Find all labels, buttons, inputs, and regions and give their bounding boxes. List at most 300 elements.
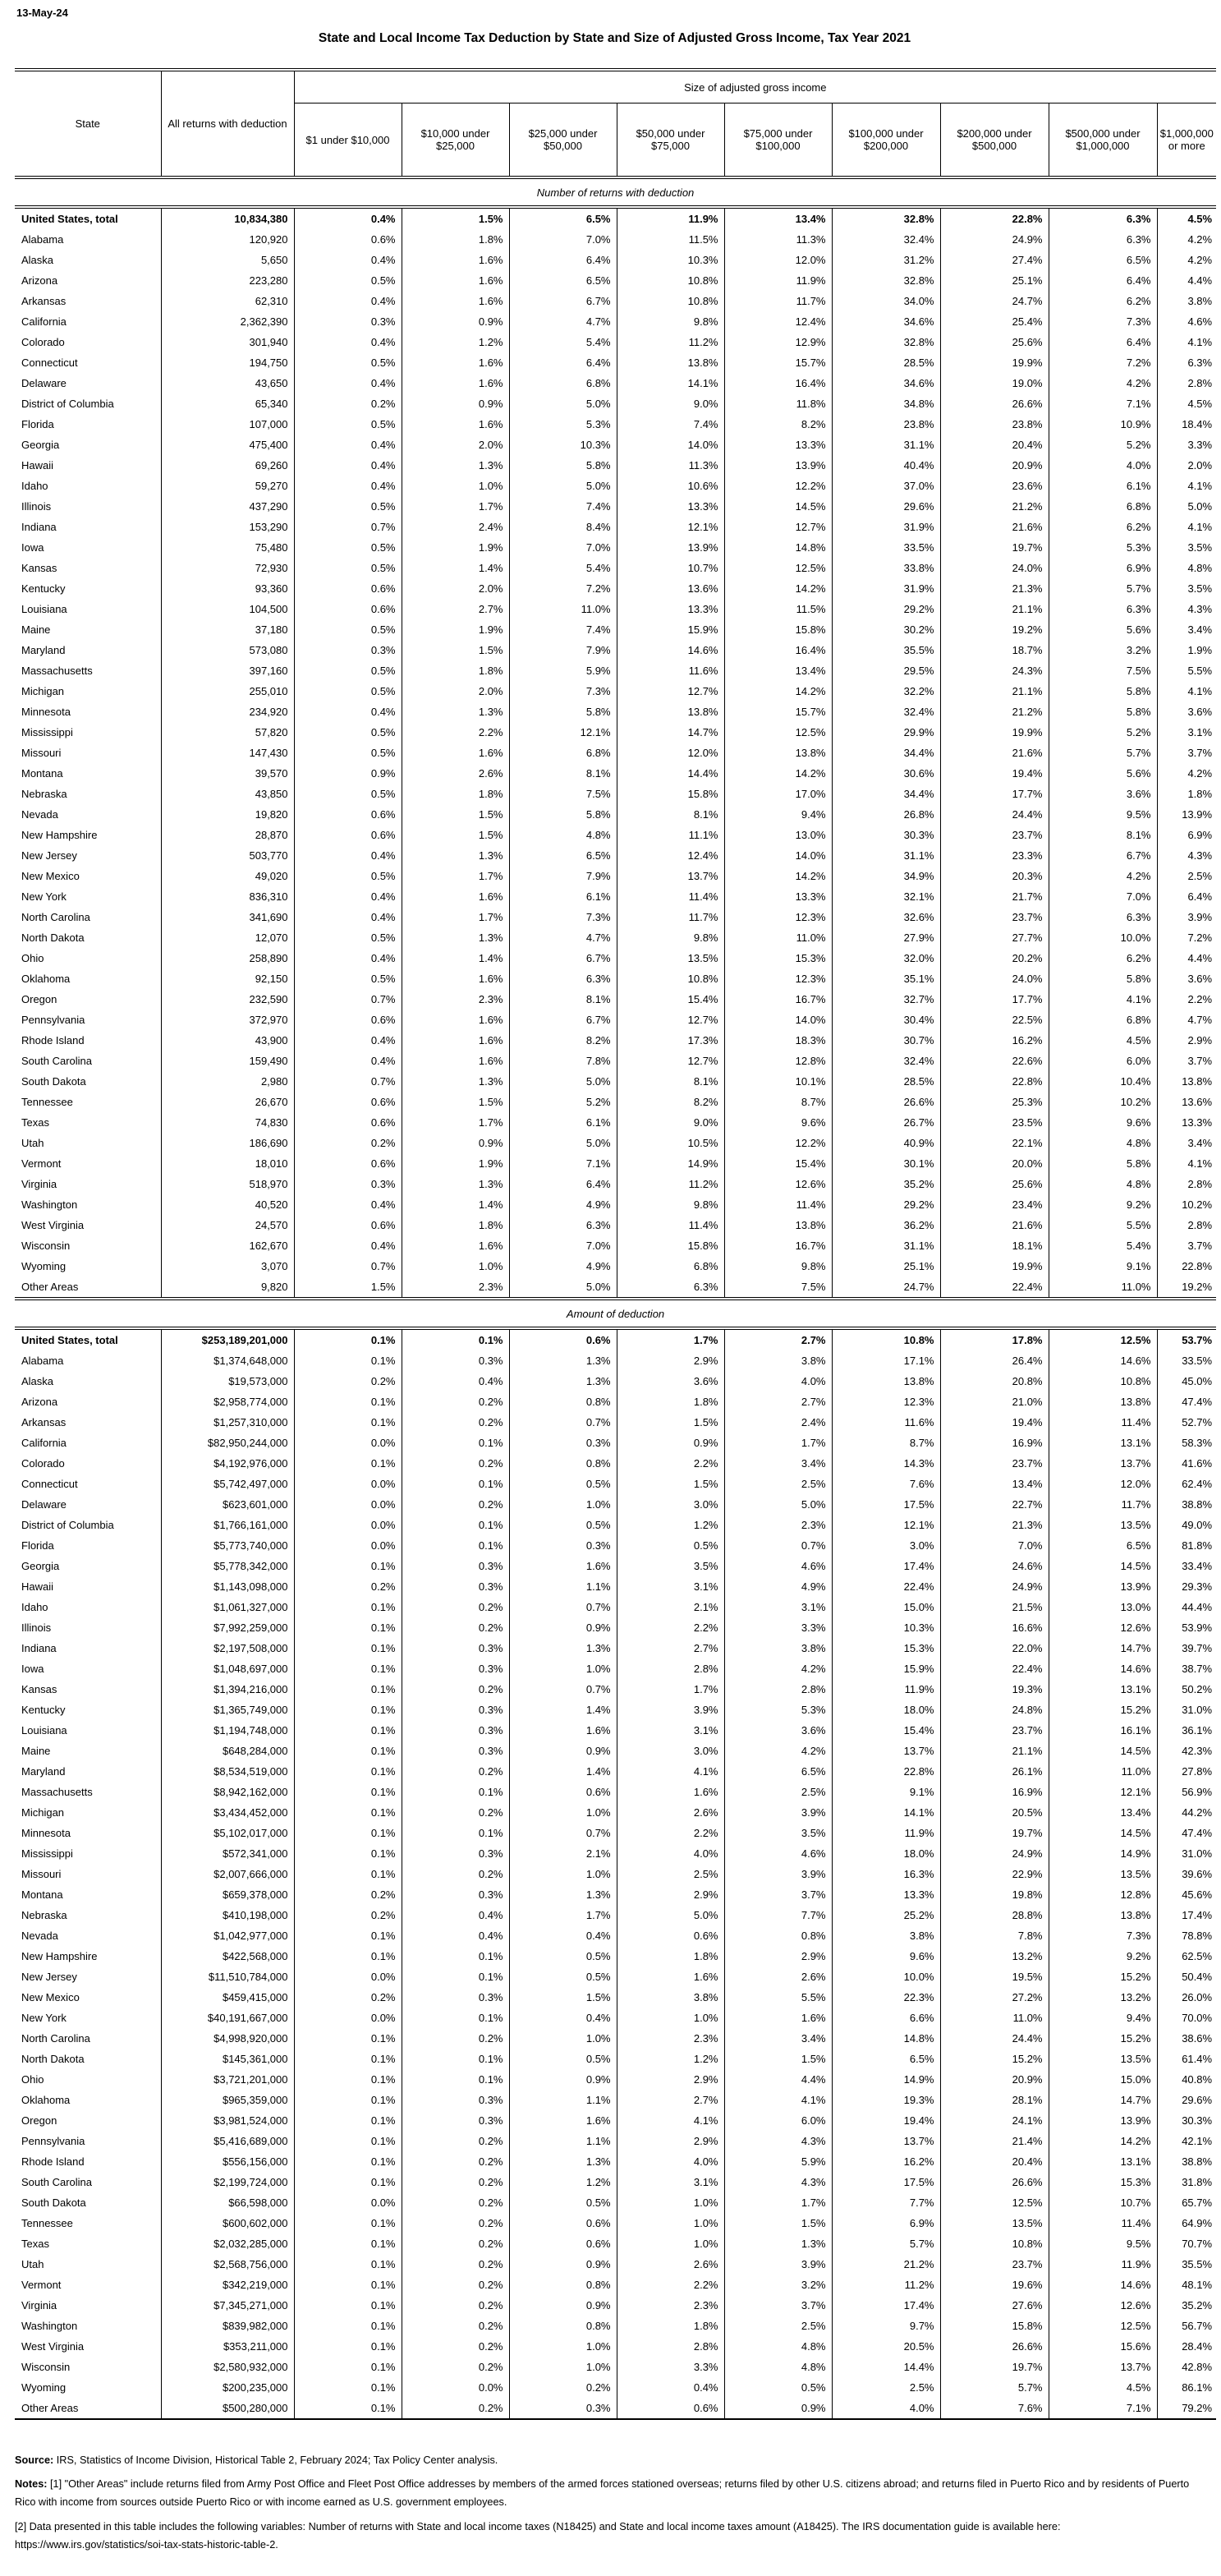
state-cell: Pennsylvania — [21, 1014, 85, 1026]
value-cell: 21.0% — [940, 1392, 1049, 1412]
value-cell: 0.4% — [294, 250, 402, 270]
value-cell: 32.1% — [832, 886, 940, 907]
value-cell: 16.4% — [724, 640, 832, 660]
value-cell: 12.6% — [1049, 1617, 1157, 1638]
table-row — [15, 2377, 1216, 2398]
value-cell: 13.8% — [1049, 1392, 1157, 1412]
value-cell: 34.6% — [832, 311, 940, 332]
value-cell: 16.2% — [832, 2151, 940, 2172]
value-cell: 1.0% — [509, 1802, 617, 1823]
value-cell: 12.2% — [724, 1133, 832, 1153]
value-cell: 22.4% — [832, 1576, 940, 1597]
value-cell: 0.2% — [402, 1392, 509, 1412]
value-cell: 6.9% — [832, 2213, 940, 2233]
state-cell: Vermont — [21, 1157, 62, 1170]
value-cell: 61.4% — [1157, 2049, 1216, 2069]
value-cell: 9.0% — [617, 1112, 724, 1133]
table-row — [15, 1433, 1216, 1453]
value-cell: 0.3% — [402, 1576, 509, 1597]
value-cell: 16.7% — [724, 989, 832, 1010]
value-cell: 3.1% — [724, 1597, 832, 1617]
section-amount-of-deduction — [15, 1328, 1216, 2419]
value-cell: 93,360 — [161, 578, 294, 599]
value-cell: 301,940 — [161, 332, 294, 352]
value-cell: 6.1% — [509, 886, 617, 907]
value-cell: 0.7% — [294, 1256, 402, 1276]
value-cell: 11.9% — [832, 1823, 940, 1843]
value-cell: 6.4% — [1049, 270, 1157, 291]
value-cell: $5,742,497,000 — [161, 1474, 294, 1494]
value-cell: 2.2% — [617, 1823, 724, 1843]
table-row — [15, 1112, 1216, 1133]
value-cell: 11.6% — [617, 660, 724, 681]
value-cell: 5.4% — [1049, 1235, 1157, 1256]
value-cell: 0.9% — [402, 1133, 509, 1153]
value-cell: 0.5% — [617, 1535, 724, 1556]
value-cell: 16.7% — [724, 1235, 832, 1256]
value-cell: 79.2% — [1157, 2398, 1216, 2419]
value-cell: 5.7% — [832, 2233, 940, 2254]
value-cell: 9.4% — [1049, 2008, 1157, 2028]
value-cell: 836,310 — [161, 886, 294, 907]
value-cell: 1.6% — [617, 1966, 724, 1987]
value-cell: 17.4% — [1157, 1905, 1216, 1925]
table-row — [15, 1843, 1216, 1864]
value-cell: $2,568,756,000 — [161, 2254, 294, 2275]
state-cell: South Dakota — [21, 2196, 86, 2209]
value-cell: 5.7% — [1049, 578, 1157, 599]
table-row — [15, 743, 1216, 763]
value-cell: 35.2% — [832, 1174, 940, 1194]
value-cell: 0.0% — [294, 1515, 402, 1535]
value-cell: 7.4% — [617, 414, 724, 435]
value-cell: 0.1% — [294, 2151, 402, 2172]
state-cell: Kentucky — [21, 582, 66, 595]
value-cell: 5.5% — [1157, 660, 1216, 681]
value-cell: 11.6% — [832, 1412, 940, 1433]
value-cell: 21.1% — [940, 599, 1049, 619]
value-cell: 2.9% — [617, 1884, 724, 1905]
value-cell: 58.3% — [1157, 1433, 1216, 1453]
value-cell: 22.7% — [940, 1494, 1049, 1515]
value-cell: 6.4% — [1157, 886, 1216, 907]
value-cell: 1.6% — [509, 1720, 617, 1741]
value-cell: 13.4% — [1049, 1802, 1157, 1823]
value-cell: 10.8% — [617, 270, 724, 291]
value-cell: 20.4% — [940, 435, 1049, 455]
value-cell: 26.0% — [1157, 1987, 1216, 2008]
value-cell: 15.9% — [832, 1658, 940, 1679]
value-cell: 14.6% — [1049, 1658, 1157, 1679]
state-cell: District of Columbia — [21, 1519, 114, 1531]
state-cell: Missouri — [21, 747, 62, 759]
state-cell: New Hampshire — [21, 1950, 98, 1962]
value-cell: $1,143,098,000 — [161, 1576, 294, 1597]
value-cell: 1.1% — [509, 2131, 617, 2151]
value-cell: 3.8% — [1157, 291, 1216, 311]
value-cell: 0.6% — [294, 804, 402, 825]
value-cell: 3,070 — [161, 1256, 294, 1276]
value-cell: 22.8% — [1157, 1256, 1216, 1276]
value-cell: 11.3% — [724, 229, 832, 250]
value-cell: 6.4% — [1049, 332, 1157, 352]
value-cell: 0.1% — [294, 2377, 402, 2398]
value-cell: 62,310 — [161, 291, 294, 311]
value-cell: 6.4% — [509, 1174, 617, 1194]
value-cell: 5.0% — [1157, 496, 1216, 517]
value-cell: 0.0% — [294, 2192, 402, 2213]
value-cell: 11.4% — [724, 1194, 832, 1215]
value-cell: 3.3% — [1157, 435, 1216, 455]
value-cell: $7,992,259,000 — [161, 1617, 294, 1638]
value-cell: 8.1% — [509, 989, 617, 1010]
value-cell: 3.1% — [617, 1576, 724, 1597]
value-cell: 1.1% — [509, 1576, 617, 1597]
value-cell: 1.5% — [402, 640, 509, 660]
state-cell: Maryland — [21, 1765, 66, 1778]
value-cell: 33.8% — [832, 558, 940, 578]
notes-label: Notes: — [15, 2478, 48, 2491]
value-cell: 0.4% — [294, 845, 402, 866]
state-cell: Louisiana — [21, 1724, 67, 1736]
state-cell: Alabama — [21, 233, 64, 246]
value-cell: 21.2% — [832, 2254, 940, 2275]
table-row — [15, 207, 1216, 229]
value-cell: 0.5% — [724, 2377, 832, 2398]
value-cell: 13.4% — [724, 207, 832, 229]
value-cell: 2.8% — [724, 1679, 832, 1700]
value-cell: 2.3% — [402, 989, 509, 1010]
table-row — [15, 250, 1216, 270]
value-cell: 6.6% — [832, 2008, 940, 2028]
value-cell: 3.4% — [1157, 619, 1216, 640]
value-cell: 0.0% — [294, 2008, 402, 2028]
value-cell: 0.1% — [294, 2110, 402, 2131]
table-row — [15, 311, 1216, 332]
value-cell: 0.1% — [402, 2049, 509, 2069]
value-cell: 14.5% — [1049, 1741, 1157, 1761]
table-row — [15, 2398, 1216, 2419]
value-cell: 12.5% — [1049, 1328, 1157, 1350]
value-cell: 0.3% — [402, 1700, 509, 1720]
value-cell: 1.6% — [402, 1235, 509, 1256]
value-cell: 23.6% — [940, 476, 1049, 496]
value-cell: 24,570 — [161, 1215, 294, 1235]
state-cell: New Hampshire — [21, 829, 98, 841]
value-cell: 0.4% — [402, 1371, 509, 1392]
value-cell: 11.8% — [724, 393, 832, 414]
value-cell: 0.6% — [294, 1010, 402, 1030]
state-cell: Tennessee — [21, 2217, 73, 2229]
table-row — [15, 948, 1216, 968]
value-cell: 0.5% — [509, 2049, 617, 2069]
footer-notes — [15, 2451, 1214, 2554]
value-cell: 1.7% — [617, 1328, 724, 1350]
value-cell: 13.7% — [617, 866, 724, 886]
value-cell: 6.3% — [509, 1215, 617, 1235]
value-cell: 2.0% — [1157, 455, 1216, 476]
value-cell: 2.2% — [617, 1453, 724, 1474]
value-cell: 12.3% — [832, 1392, 940, 1412]
value-cell: 7.7% — [832, 2192, 940, 2213]
value-cell: $965,359,000 — [161, 2090, 294, 2110]
value-cell: 10.3% — [509, 435, 617, 455]
value-cell: 13.7% — [1049, 1453, 1157, 1474]
value-cell: 3.1% — [617, 2172, 724, 2192]
value-cell: 14.9% — [1049, 1843, 1157, 1864]
value-cell: 22.3% — [832, 1987, 940, 2008]
state-cell: New York — [21, 890, 67, 903]
value-cell: 1.5% — [402, 825, 509, 845]
value-cell: 2.5% — [832, 2377, 940, 2398]
value-cell: 3.6% — [724, 1720, 832, 1741]
state-cell: Oklahoma — [21, 973, 71, 985]
value-cell: 17.8% — [940, 1328, 1049, 1350]
value-cell: 0.3% — [402, 1843, 509, 1864]
value-cell: 14.4% — [617, 763, 724, 784]
state-cell: New York — [21, 2012, 67, 2024]
value-cell: 4.1% — [1157, 476, 1216, 496]
state-cell: North Carolina — [21, 911, 90, 923]
value-cell: 1.3% — [509, 1884, 617, 1905]
state-cell: California — [21, 315, 67, 328]
value-cell: 43,850 — [161, 784, 294, 804]
state-cell: Georgia — [21, 1560, 60, 1572]
value-cell: 21.5% — [940, 1597, 1049, 1617]
value-cell: 0.2% — [294, 1884, 402, 1905]
value-cell: 2.6% — [402, 763, 509, 784]
value-cell: 0.6% — [509, 2233, 617, 2254]
value-cell: 0.2% — [294, 1987, 402, 2008]
value-cell: 0.1% — [402, 1535, 509, 1556]
value-cell: 1.5% — [402, 207, 509, 229]
value-cell: 1.6% — [402, 1051, 509, 1071]
value-cell: 2.2% — [617, 1617, 724, 1638]
value-cell: 104,500 — [161, 599, 294, 619]
value-cell: 6.8% — [509, 743, 617, 763]
value-cell: 2.5% — [617, 1864, 724, 1884]
value-cell: 2.0% — [402, 681, 509, 702]
value-cell: 10.1% — [724, 1071, 832, 1092]
value-cell: 1.7% — [724, 2192, 832, 2213]
table-row — [15, 537, 1216, 558]
table-row — [15, 1782, 1216, 1802]
value-cell: 0.2% — [402, 1412, 509, 1433]
value-cell: 27.2% — [940, 1987, 1049, 2008]
value-cell: 14.2% — [1049, 2131, 1157, 2151]
value-cell: 14.7% — [1049, 2090, 1157, 2110]
value-cell: 0.7% — [509, 1412, 617, 1433]
value-cell: 0.1% — [294, 1638, 402, 1658]
value-cell: 0.3% — [402, 1987, 509, 2008]
value-cell: 92,150 — [161, 968, 294, 989]
state-cell: Delaware — [21, 377, 67, 389]
note-1 — [15, 2475, 1198, 2511]
value-cell: 14.2% — [724, 866, 832, 886]
table-row — [15, 2357, 1216, 2377]
table-row — [15, 1597, 1216, 1617]
value-cell: 5.6% — [1049, 763, 1157, 784]
value-cell: 4.7% — [509, 927, 617, 948]
value-cell: 3.0% — [832, 1535, 940, 1556]
value-cell: 4.1% — [1049, 989, 1157, 1010]
table-row — [15, 1535, 1216, 1556]
value-cell: 6.4% — [509, 352, 617, 373]
state-cell: Utah — [21, 1137, 44, 1149]
table-row — [15, 1987, 1216, 2008]
value-cell: 5.5% — [1049, 1215, 1157, 1235]
value-cell: 2.6% — [617, 1802, 724, 1823]
value-cell: 2.6% — [724, 1966, 832, 1987]
value-cell: 9.6% — [832, 1946, 940, 1966]
table-row — [15, 2233, 1216, 2254]
value-cell: 2.3% — [617, 2295, 724, 2316]
value-cell: 17.0% — [724, 784, 832, 804]
value-cell: 0.4% — [294, 455, 402, 476]
value-cell: 13.2% — [940, 1946, 1049, 1966]
value-cell: 31.9% — [832, 517, 940, 537]
value-cell: 0.3% — [294, 311, 402, 332]
value-cell: 9.8% — [724, 1256, 832, 1276]
table-row — [15, 722, 1216, 743]
value-cell: 62.4% — [1157, 1474, 1216, 1494]
value-cell: 86.1% — [1157, 2377, 1216, 2398]
state-cell: Colorado — [21, 1457, 65, 1470]
value-cell: 0.4% — [509, 1925, 617, 1946]
table-row — [15, 2213, 1216, 2233]
value-cell: 12.2% — [724, 476, 832, 496]
value-cell: 0.1% — [294, 1453, 402, 1474]
value-cell: 0.1% — [402, 1328, 509, 1350]
value-cell: 4.5% — [1157, 207, 1216, 229]
value-cell: 341,690 — [161, 907, 294, 927]
value-cell: 13.8% — [1049, 1905, 1157, 1925]
value-cell: 14.0% — [724, 1010, 832, 1030]
value-cell: 0.6% — [294, 229, 402, 250]
value-cell: 81.8% — [1157, 1535, 1216, 1556]
value-cell: 6.8% — [1049, 1010, 1157, 1030]
table-row — [15, 1030, 1216, 1051]
value-cell: 6.2% — [1049, 948, 1157, 968]
value-cell: 0.4% — [294, 476, 402, 496]
table-row — [15, 1412, 1216, 1433]
value-cell: 1.7% — [402, 1112, 509, 1133]
value-cell: 0.7% — [509, 1679, 617, 1700]
value-cell: 11.4% — [617, 886, 724, 907]
value-cell: 42.1% — [1157, 2131, 1216, 2151]
value-cell: 42.8% — [1157, 2357, 1216, 2377]
value-cell: 0.5% — [294, 681, 402, 702]
value-cell: 14.6% — [1049, 2275, 1157, 2295]
value-cell: 0.1% — [294, 2316, 402, 2336]
table-row — [15, 291, 1216, 311]
value-cell: 32.7% — [832, 989, 940, 1010]
value-cell: 5.8% — [1049, 681, 1157, 702]
value-cell: 15.2% — [1049, 1966, 1157, 1987]
value-cell: 4.5% — [1157, 393, 1216, 414]
table-row — [15, 763, 1216, 784]
value-cell: 4.8% — [724, 2336, 832, 2357]
table-row — [15, 2110, 1216, 2131]
value-cell: 24.6% — [940, 1556, 1049, 1576]
value-cell: 17.7% — [940, 989, 1049, 1010]
value-cell: 13.8% — [617, 352, 724, 373]
value-cell: 75,480 — [161, 537, 294, 558]
value-cell: 32.0% — [832, 948, 940, 968]
table-row — [15, 784, 1216, 804]
value-cell: 12.7% — [617, 681, 724, 702]
state-cell: Alabama — [21, 1355, 64, 1367]
value-cell: 45.6% — [1157, 1884, 1216, 1905]
value-cell: 7.5% — [724, 1276, 832, 1299]
table-row — [15, 1638, 1216, 1658]
value-cell: 13.3% — [832, 1884, 940, 1905]
value-cell: 4.2% — [724, 1658, 832, 1679]
table-row — [15, 927, 1216, 948]
value-cell: 8.7% — [832, 1433, 940, 1453]
value-cell: $353,211,000 — [161, 2336, 294, 2357]
value-cell: 2.7% — [617, 1638, 724, 1658]
value-cell: 9.1% — [1049, 1256, 1157, 1276]
state-cell: Wyoming — [21, 1260, 67, 1272]
value-cell: 0.1% — [402, 1515, 509, 1535]
table-row — [15, 866, 1216, 886]
value-cell: 14.9% — [832, 2069, 940, 2090]
value-cell: 0.3% — [402, 1638, 509, 1658]
value-cell: 12.6% — [1049, 2295, 1157, 2316]
value-cell: 30.6% — [832, 763, 940, 784]
value-cell: 0.6% — [617, 1925, 724, 1946]
value-cell: 9.8% — [617, 927, 724, 948]
value-cell: 3.9% — [1157, 907, 1216, 927]
value-cell: 4.1% — [1157, 332, 1216, 352]
value-cell: 0.1% — [402, 1823, 509, 1843]
state-cell: United States, total — [21, 1334, 118, 1346]
value-cell: 15.4% — [832, 1720, 940, 1741]
value-cell: 1.5% — [402, 804, 509, 825]
value-cell: 19.4% — [832, 2110, 940, 2131]
value-cell: 10.3% — [832, 1617, 940, 1638]
value-cell: 0.8% — [509, 2316, 617, 2336]
value-cell: 3.4% — [1157, 1133, 1216, 1153]
value-cell: 0.1% — [402, 2069, 509, 2090]
state-cell: Mississippi — [21, 726, 73, 738]
value-cell: 19.4% — [940, 1412, 1049, 1433]
value-cell: 186,690 — [161, 1133, 294, 1153]
value-cell: 4.6% — [724, 1556, 832, 1576]
value-cell: 8.7% — [724, 1092, 832, 1112]
value-cell: 2.8% — [617, 2336, 724, 2357]
salt-deduction-table — [15, 68, 1216, 2420]
table-row — [15, 1453, 1216, 1474]
value-cell: 1.4% — [402, 558, 509, 578]
value-cell: 2,362,390 — [161, 311, 294, 332]
value-cell: 0.3% — [402, 2090, 509, 2110]
value-cell: 5.8% — [509, 804, 617, 825]
value-cell: 0.9% — [617, 1433, 724, 1453]
value-cell: 14.7% — [1049, 1638, 1157, 1658]
value-cell: 0.2% — [402, 2398, 509, 2419]
table-row — [15, 1392, 1216, 1412]
value-cell: 0.0% — [294, 1433, 402, 1453]
value-cell: 0.0% — [294, 1966, 402, 1987]
value-cell: $2,032,285,000 — [161, 2233, 294, 2254]
value-cell: 31.8% — [1157, 2172, 1216, 2192]
value-cell: 1.6% — [402, 270, 509, 291]
value-cell: 0.1% — [294, 1761, 402, 1782]
value-cell: 6.8% — [509, 373, 617, 393]
value-cell: 1.5% — [617, 1474, 724, 1494]
